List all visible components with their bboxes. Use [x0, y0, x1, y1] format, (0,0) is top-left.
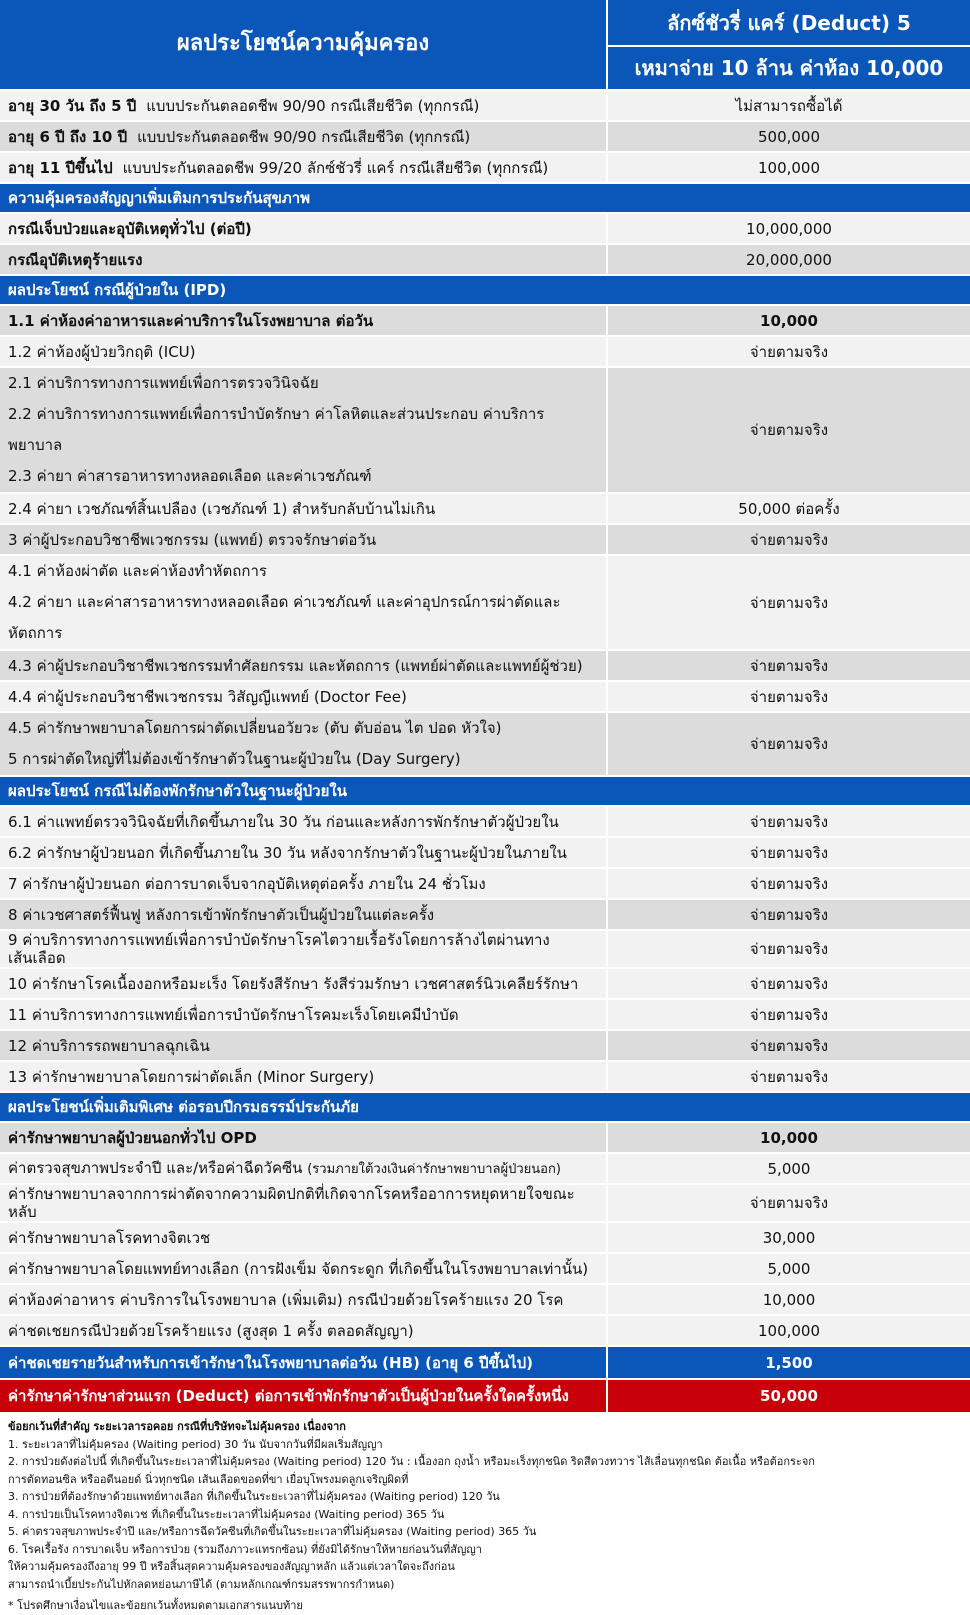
- exclusions-notes: [0, 1414, 970, 1615]
- row-label: กรณีอุบัติเหตุร้ายแรง: [0, 244, 607, 275]
- row-label: 4.5 ค่ารักษาพยาบาลโดยการผ่าตัดเปลี่ยนอวัยวะ (ตับ ตับอ่อน ไต ปอด หัวใจ): [8, 719, 502, 737]
- row-label: แบบประกันตลอดชีพ 90/90 กรณีเสียชีวิต (ทุกกรณี): [137, 127, 471, 146]
- table-row: [0, 305, 970, 336]
- age-label: อายุ 30 วัน ถึง 5 ปี: [8, 96, 137, 115]
- row-label: 6.1 ค่าแพทย์ตรวจวินิจฉัยที่เกิดขึ้นภายใน 30 วัน ก่อนและหลังการพักรักษาตัวผู้ป่วยใน: [0, 806, 607, 837]
- row-value: จ่ายตามจริง: [607, 930, 970, 968]
- table-row: [0, 555, 970, 650]
- table-row: [0, 90, 970, 121]
- table-row: [0, 1122, 970, 1153]
- row-label: 2.1 ค่าบริการทางการแพทย์เพื่อการตรวจวินิจฉัย: [8, 374, 319, 392]
- table-row: [0, 868, 970, 899]
- row-label: 2.3 ค่ายา ค่าสารอาหารทางหลอดเลือด และค่าเวชภัณฑ์: [8, 467, 372, 485]
- row-label: 4.2 ค่ายา และค่าสารอาหารทางหลอดเลือด ค่าเวชภัณฑ์ และค่าอุปกรณ์การผ่าตัดและหัตถการ: [8, 593, 561, 642]
- row-value: 10,000,000: [607, 213, 970, 244]
- row-value: จ่ายตามจริง: [607, 1061, 970, 1092]
- row-label: ค่ารักษาพยาบาลจากการผ่าตัดจากความผิดปกติที่เกิดจากโรคหรืออาการหยุดหายใจขณะหลับ: [0, 1184, 607, 1222]
- table-row: [0, 837, 970, 868]
- row-value: จ่ายตามจริง: [607, 524, 970, 555]
- section-title-ipd: ผลประโยชน์ กรณีผู้ป่วยใน (IPD): [0, 275, 970, 305]
- table-row: [0, 152, 970, 183]
- section-header: [0, 275, 970, 305]
- table-row: [0, 1253, 970, 1284]
- row-value: จ่ายตามจริง: [607, 367, 970, 493]
- row-label: 1.1 ค่าห้องค่าอาหารและค่าบริการในโรงพยาบาล ต่อวัน: [0, 305, 607, 336]
- table-row: [0, 1315, 970, 1346]
- row-value: จ่ายตามจริง: [607, 555, 970, 650]
- row-label: 6.2 ค่ารักษาผู้ป่วยนอก ที่เกิดขึ้นภายใน 30 วัน หลังจากรักษาตัวในฐานะผู้ป่วยในภายใน: [0, 837, 607, 868]
- notes-footer: * โปรดศึกษาเงื่อนไขและข้อยกเว้นทั้งหมดตามเอกสารแนบท้าย: [8, 1599, 303, 1612]
- table-row: [0, 968, 970, 999]
- table-row: [0, 899, 970, 930]
- row-label: 11 ค่าบริการทางการแพทย์เพื่อการบำบัดรักษาโรคมะเร็งโดยเคมีบำบัด: [0, 999, 607, 1030]
- row-label: 2.4 ค่ายา เวชภัณฑ์สิ้นเปลือง (เวชภัณฑ์ 1) สำหรับกลับบ้านไม่เกิน: [0, 493, 607, 524]
- row-value: 5,000: [607, 1153, 970, 1184]
- note-line: 6. โรคเรื้อรัง การบาดเจ็บ หรือการป่วย (รวมถึงภาวะแทรกซ้อน) ที่ยังมิได้รักษาให้หายก่อนวันที่สัญญา: [8, 1542, 482, 1556]
- note-line: ให้ความคุ้มครองถึงอายุ 99 ปี หรือสิ้นสุดความคุ้มครองของสัญญาหลัก แล้วแต่เวลาใดจะถึงก่อน: [8, 1560, 455, 1573]
- section-header: [0, 183, 970, 213]
- table-row: [0, 1030, 970, 1061]
- table-row: [0, 712, 970, 776]
- plan-name: ลักซ์ชัวรี่ แคร์ (Deduct) 5: [607, 0, 970, 46]
- row-label: ค่ารักษาค่ารักษาส่วนแรก (Deduct) ต่อการเข้าพักรักษาตัวเป็นผู้ป่วยในครั้งใดครั้งหนึ่ง: [0, 1379, 607, 1413]
- table-row: [0, 213, 970, 244]
- row-label: กรณีเจ็บป่วยและอุบัติเหตุทั่วไป (ต่อปี): [0, 213, 607, 244]
- table-row: [0, 999, 970, 1030]
- row-value: จ่ายตามจริง: [607, 650, 970, 681]
- section-header: [0, 1092, 970, 1122]
- row-value: 5,000: [607, 1253, 970, 1284]
- row-label: 5 การผ่าตัดใหญ่ที่ไม่ต้องเข้ารักษาตัวในฐานะผู้ป่วยใน (Day Surgery): [8, 750, 461, 768]
- row-value: จ่ายตามจริง: [607, 681, 970, 712]
- table-row: [0, 336, 970, 367]
- note-line: 4. การป่วยเป็นโรคทางจิตเวช ที่เกิดขึ้นในระยะเวลาที่ไม่คุ้มครอง (Waiting period) 365 วัน: [8, 1507, 445, 1521]
- row-value: จ่ายตามจริง: [607, 1030, 970, 1061]
- note-line: 3. การป่วยที่ต้องรักษาด้วยแพทย์ทางเลือก ที่เกิดขึ้นในระยะเวลาที่ไม่คุ้มครอง (Waiting period) 120 วัน: [8, 1490, 500, 1503]
- note-line: 2. การป่วยดังต่อไปนี้ ที่เกิดขึ้นในระยะเวลาที่ไม่คุ้มครอง (Waiting period) 120 วัน : เนื้องอก ถุงน้ำ หรือมะเร็งทุกชนิด ริดสีดวงทวาร ไส้เลื่อนทุกชนิด ต้อเนื้อ หรือต้อกระจก: [8, 1455, 815, 1468]
- row-value: จ่ายตามจริง: [607, 336, 970, 367]
- row-label: 4.1 ค่าห้องผ่าตัด และค่าห้องทำหัตถการ: [8, 562, 267, 580]
- row-label: ค่าตรวจสุขภาพประจำปี และ/หรือค่าฉีดวัคซีน: [8, 1159, 303, 1178]
- row-value: 100,000: [607, 152, 970, 183]
- row-value: จ่ายตามจริง: [607, 868, 970, 899]
- row-value: 100,000: [607, 1315, 970, 1346]
- section-title-opd-related: ผลประโยชน์ กรณีไม่ต้องพักรักษาตัวในฐานะผู้ป่วยใน: [0, 776, 970, 806]
- table-row: [0, 493, 970, 524]
- plan-subtitle: เหมาจ่าย 10 ล้าน ค่าห้อง 10,000: [607, 46, 970, 90]
- row-label: 9 ค่าบริการทางการแพทย์เพื่อการบำบัดรักษาโรคไตวายเรื้อรังโดยการล้างไตผ่านทางเส้นเลือด: [0, 930, 607, 968]
- row-label: 10 ค่ารักษาโรคเนื้องอกหรือมะเร็ง โดยรังสีรักษา รังสีร่วมรักษา เวชศาสตร์นิวเคลียร์รักษา: [0, 968, 607, 999]
- row-label: 12 ค่าบริการรถพยาบาลฉุกเฉิน: [0, 1030, 607, 1061]
- notes-title: ข้อยกเว้นที่สำคัญ ระยะเวลารอคอย กรณีที่บริษัทจะไม่คุ้มครอง เนื่องจาก: [8, 1420, 346, 1433]
- row-value: 500,000: [607, 121, 970, 152]
- table-title: ผลประโยชน์ความคุ้มครอง: [0, 0, 607, 90]
- table-row: [0, 1222, 970, 1253]
- row-label-note: (รวมภายใต้วงเงินค่ารักษาพยาบาลผู้ป่วยนอก): [307, 1162, 561, 1178]
- table-row: [0, 650, 970, 681]
- note-line: 5. ค่าตรวจสุขภาพประจำปี และ/หรือการฉีดวัคซีนที่เกิดขึ้นในระยะเวลาที่ไม่คุ้มครอง (Waiting period) 365 วัน: [8, 1525, 537, 1538]
- row-value: จ่ายตามจริง: [607, 806, 970, 837]
- note-line: สามารถนำเบี้ยประกันไปหักลดหย่อนภาษีได้ (ตามหลักเกณฑ์กรมสรรพากรกำหนด): [8, 1577, 395, 1591]
- note-line: 1. ระยะเวลาที่ไม่คุ้มครอง (Waiting period) 30 วัน นับจากวันที่มีผลเริ่มสัญญา: [8, 1437, 383, 1451]
- row-label: 4.3 ค่าผู้ประกอบวิชาชีพเวชกรรมทำศัลยกรรม และหัตถการ (แพทย์ผ่าตัดและแพทย์ผู้ช่วย): [0, 650, 607, 681]
- section-title-rider: ความคุ้มครองสัญญาเพิ่มเติมการประกันสุขภาพ: [0, 183, 970, 213]
- row-value: ไม่สามารถซื้อได้: [607, 90, 970, 121]
- row-label: 7 ค่ารักษาผู้ป่วยนอก ต่อการบาดเจ็บจากอุบัติเหตุต่อครั้ง ภายใน 24 ชั่วโมง: [0, 868, 607, 899]
- row-label: แบบประกันตลอดชีพ 99/20 ลักซ์ชัวรี่ แคร์ กรณีเสียชีวิต (ทุกกรณี): [122, 158, 549, 177]
- table-row: [0, 930, 970, 968]
- row-label: 3 ค่าผู้ประกอบวิชาชีพเวชกรรม (แพทย์) ตรวจรักษาต่อวัน: [0, 524, 607, 555]
- table-row: [0, 244, 970, 275]
- table-row: [0, 524, 970, 555]
- row-label: 1.2 ค่าห้องผู้ป่วยวิกฤติ (ICU): [0, 336, 607, 367]
- row-label: ค่าชดเชยกรณีป่วยด้วยโรคร้ายแรง (สูงสุด 1 ครั้ง ตลอดสัญญา): [0, 1315, 607, 1346]
- row-value: จ่ายตามจริง: [607, 968, 970, 999]
- row-value: 50,000: [607, 1379, 970, 1413]
- row-label: 8 ค่าเวชศาสตร์ฟื้นฟู หลังการเข้าพักรักษาตัวเป็นผู้ป่วยในแต่ละครั้ง: [0, 899, 607, 930]
- row-value: 1,500: [607, 1346, 970, 1379]
- row-value: จ่ายตามจริง: [607, 1184, 970, 1222]
- row-label: ค่าชดเชยรายวันสำหรับการเข้ารักษาในโรงพยาบาลต่อวัน (HB) (อายุ 6 ปีขึ้นไป): [0, 1346, 607, 1379]
- table-row: [0, 681, 970, 712]
- table-row: [0, 1284, 970, 1315]
- hb-row: [0, 1346, 970, 1379]
- row-value: 10,000: [607, 1122, 970, 1153]
- row-value: 10,000: [607, 305, 970, 336]
- table-row: [0, 1184, 970, 1222]
- section-header: [0, 776, 970, 806]
- deduct-row: [0, 1379, 970, 1413]
- row-value: 10,000: [607, 1284, 970, 1315]
- table-row: [0, 1153, 970, 1184]
- row-label: ค่ารักษาพยาบาลโดยแพทย์ทางเลือก (การฝังเข็ม จัดกระดูก ที่เกิดขึ้นในโรงพยาบาลเท่านั้น): [0, 1253, 607, 1284]
- row-label: ค่าห้องค่าอาหาร ค่าบริการในโรงพยาบาล (เพิ่มเติม) กรณีป่วยด้วยโรคร้ายแรง 20 โรค: [0, 1284, 607, 1315]
- row-value: 30,000: [607, 1222, 970, 1253]
- row-label: ค่ารักษาพยาบาลโรคทางจิตเวช: [0, 1222, 607, 1253]
- row-value: 20,000,000: [607, 244, 970, 275]
- row-value: จ่ายตามจริง: [607, 837, 970, 868]
- age-label: อายุ 11 ปีขึ้นไป: [8, 158, 113, 177]
- age-label: อายุ 6 ปี ถึง 10 ปี: [8, 127, 128, 146]
- table-row: [0, 121, 970, 152]
- row-label: ค่ารักษาพยาบาลผู้ป่วยนอกทั่วไป OPD: [0, 1122, 607, 1153]
- row-label: 2.2 ค่าบริการทางการแพทย์เพื่อการบำบัดรักษา ค่าโลหิตและส่วนประกอบ ค่าบริการพยาบาล: [8, 405, 545, 454]
- row-value: 50,000 ต่อครั้ง: [607, 493, 970, 524]
- row-label: แบบประกันตลอดชีพ 90/90 กรณีเสียชีวิต (ทุกกรณี): [146, 96, 480, 115]
- row-label: 13 ค่ารักษาพยาบาลโดยการผ่าตัดเล็ก (Minor Surgery): [0, 1061, 607, 1092]
- table-row: [0, 367, 970, 493]
- table-row: [0, 1061, 970, 1092]
- row-label: 4.4 ค่าผู้ประกอบวิชาชีพเวชกรรม วิสัญญีแพทย์ (Doctor Fee): [0, 681, 607, 712]
- row-value: จ่ายตามจริง: [607, 899, 970, 930]
- table-row: [0, 806, 970, 837]
- row-value: จ่ายตามจริง: [607, 712, 970, 776]
- row-value: จ่ายตามจริง: [607, 999, 970, 1030]
- section-title-extra: ผลประโยชน์เพิ่มเติมพิเศษ ต่อรอบปีกรมธรรม์ประกันภัย: [0, 1092, 970, 1122]
- note-line: การตัดทอนซิล หรืออดีนอยด์ นิ่วทุกชนิด เส้นเลือดขอดที่ขา เยื่อบุโพรงมดลูกเจริญผิดที่: [8, 1472, 409, 1486]
